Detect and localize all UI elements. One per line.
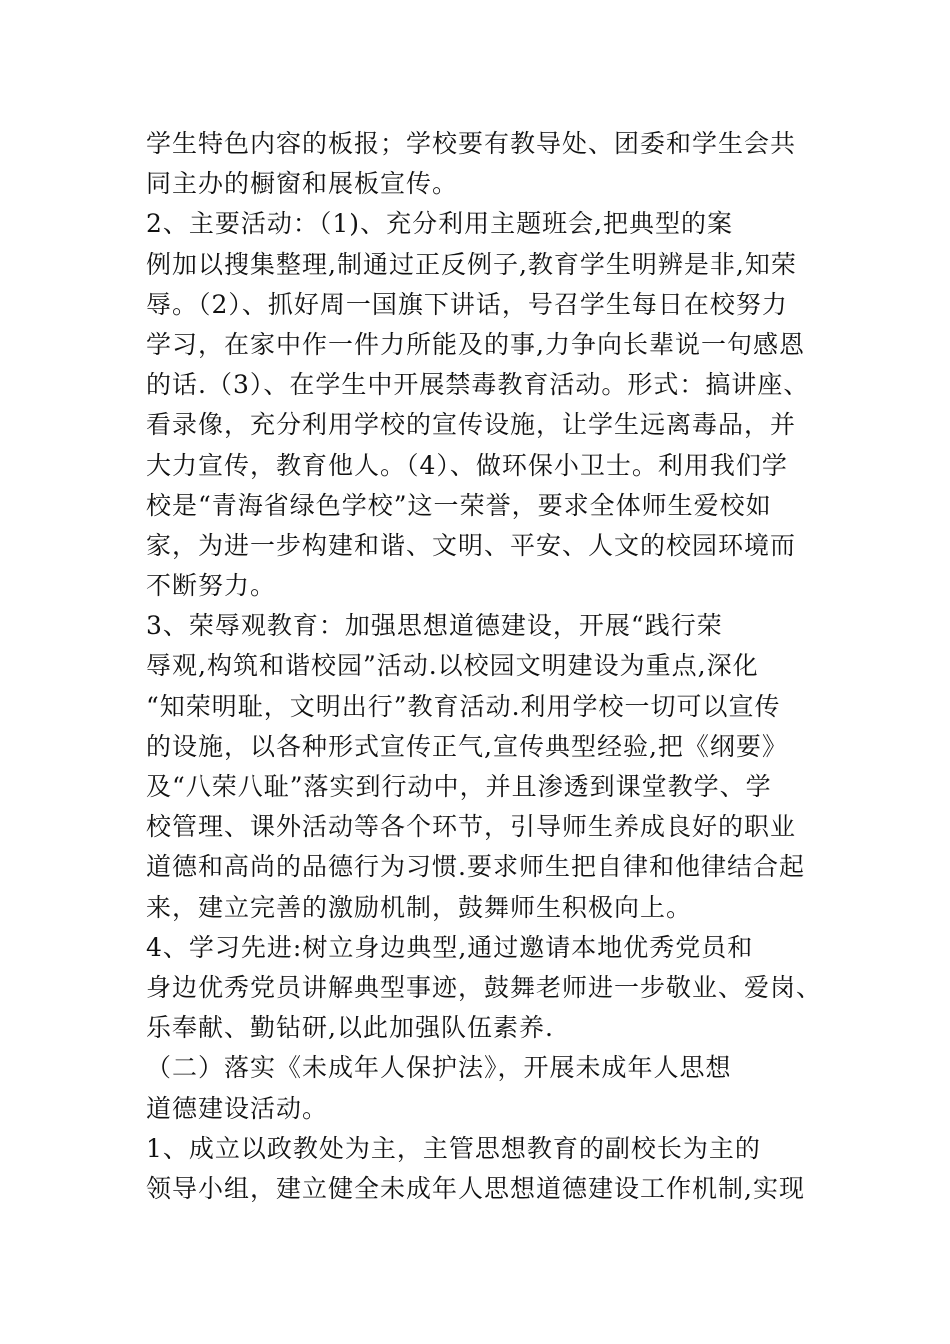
text-line: 校管理、课外活动等各个环节，引导师生养成良好的职业 (146, 812, 797, 842)
text-line: 学习，在家中作一件力所能及的事,力争向长辈说一句感恩 (146, 329, 805, 359)
text-line: 道德和高尚的品德行为习惯.要求师生把自律和他律结合起 (146, 852, 805, 882)
text-line: 2、主要活动：（1)、充分利用主题班会,把典型的案 (146, 209, 734, 239)
text-line: 大力宣传，教育他人。（4）、做环保小卫士。利用我们学 (146, 450, 788, 480)
text-line: 家，为进一步构建和谐、文明、平安、人文的校园环境而 (146, 530, 797, 560)
text-line: 校是“青海省绿色学校”这一荣誉，要求全体师生爱校如 (146, 490, 772, 520)
text-line: （二）落实《未成年人保护法》，开展未成年人思想 (146, 1053, 732, 1083)
text-line: 道德建设活动。 (146, 1093, 329, 1123)
text-line: 4、学习先进:树立身边典型,通过邀请本地优秀党员和 (146, 932, 754, 962)
text-line: 乐奉献、勤钻研,以此加强队伍素养. (146, 1013, 554, 1043)
document-body (146, 124, 823, 1209)
text-line: 身边优秀党员讲解典型事迹，鼓舞老师进一步敬业、爱岗、 (146, 972, 823, 1002)
text-line: 看录像，充分利用学校的宣传设施，让学生远离毒品，并 (146, 410, 797, 440)
text-line: 辱。（2）、抓好周一国旗下讲话，号召学生每日在校努力 (146, 289, 788, 319)
text-line: 例加以搜集整理,制通过正反例子,教育学生明辨是非,知荣 (146, 249, 797, 279)
text-line: 学生特色内容的板报；学校要有教导处、团委和学生会共 (146, 129, 797, 158)
text-line: 领导小组，建立健全未成年人思想道德建设工作机制,实现 (146, 1173, 805, 1203)
text-line: 3、荣辱观教育：加强思想道德建设，开展“践行荣 (146, 611, 723, 641)
text-line: 不断努力。 (146, 571, 277, 601)
text-line: 1、成立以政教处为主，主管思想教育的副校长为主的 (146, 1133, 761, 1163)
text-line: 辱观,构筑和谐校园”活动.以校园文明建设为重点,深化 (146, 651, 759, 681)
text-line: 及“八荣八耻”落实到行动中，并且渗透到课堂教学、学 (146, 772, 772, 801)
text-line: 的设施，以各种形式宣传正气,宣传典型经验,把《纲要》 (146, 731, 788, 761)
text-line: 的话.（3）、在学生中开展禁毒教育活动。形式：搞讲座、 (146, 370, 810, 400)
text-line: 同主办的橱窗和展板宣传。 (146, 169, 459, 199)
text-line: 来，建立完善的激励机制，鼓舞师生积极向上。 (146, 892, 693, 922)
text-line: “知荣明耻，文明出行”教育活动.利用学校一切可以宣传 (146, 691, 781, 721)
